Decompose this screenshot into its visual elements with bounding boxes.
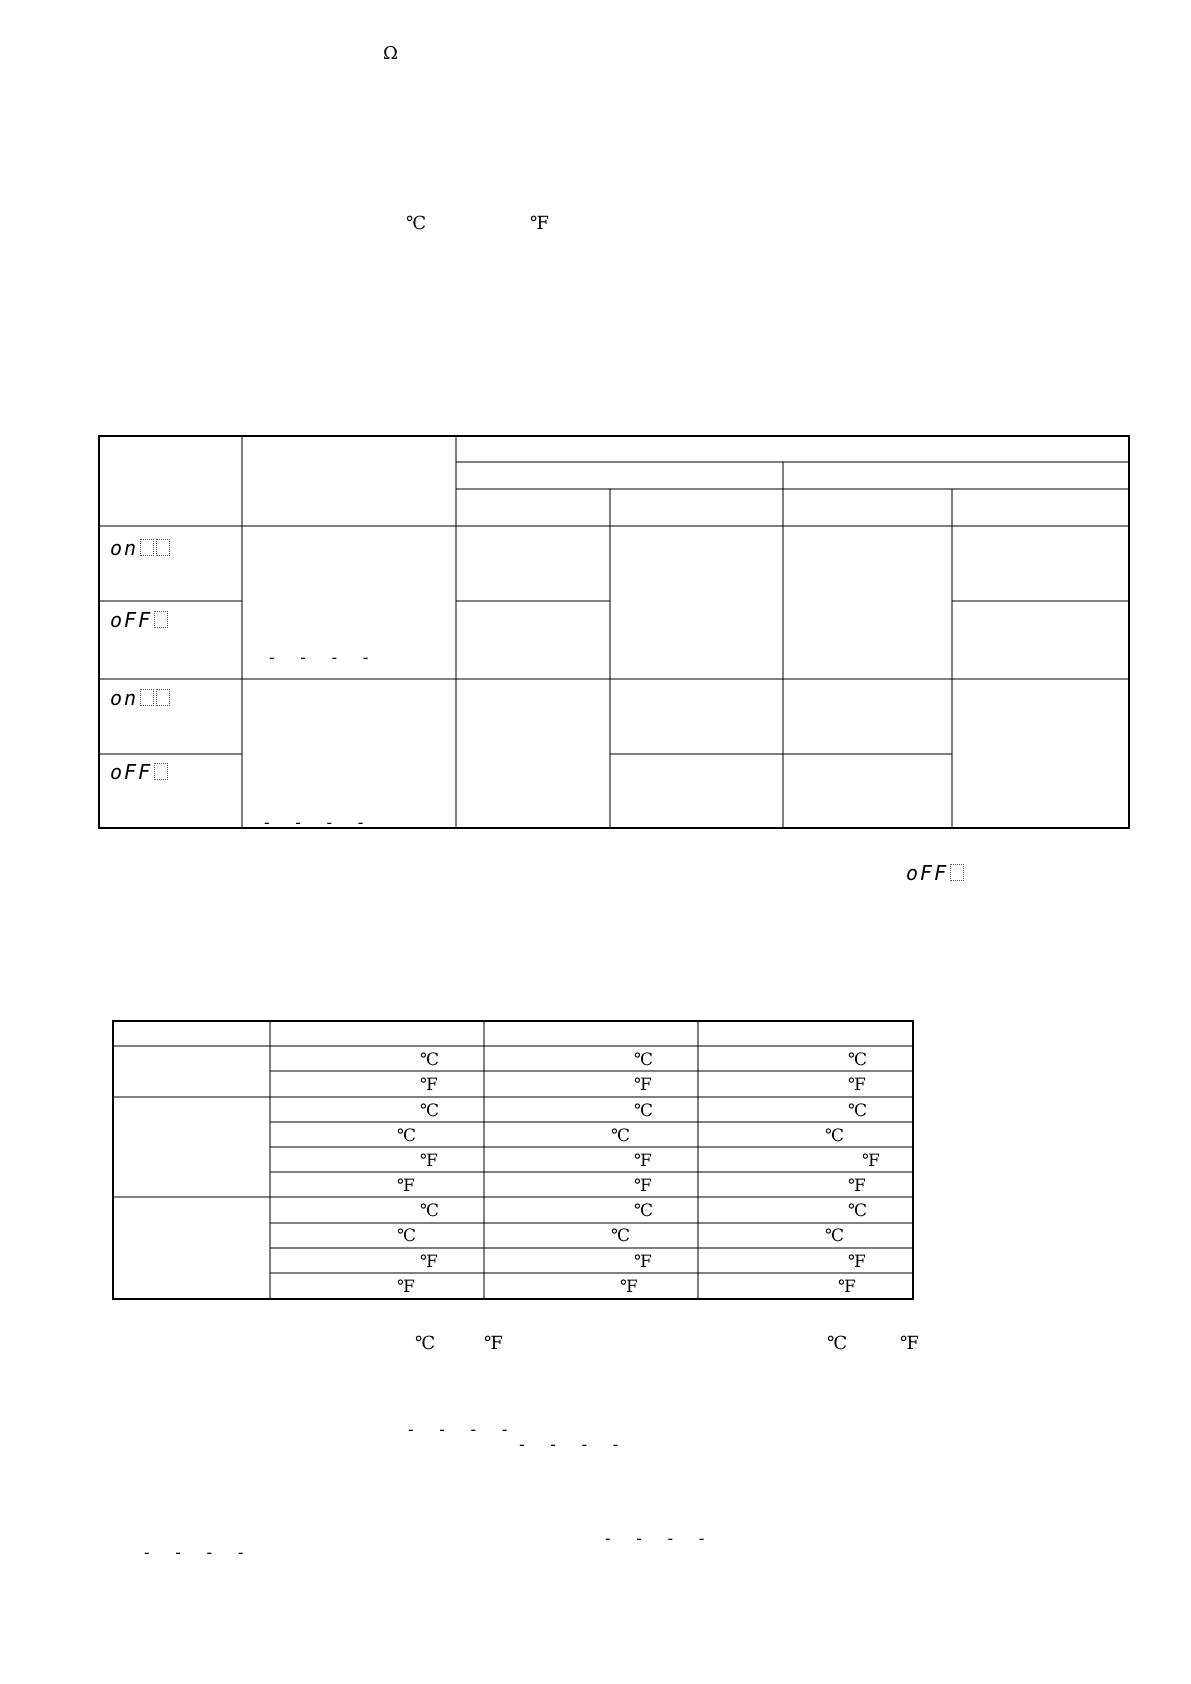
unit-f: ℉ xyxy=(634,1176,652,1196)
note-fahrenheit-2: ℉ xyxy=(900,1333,919,1354)
note-celsius-2: ℃ xyxy=(827,1333,848,1354)
unit-f: ℉ xyxy=(634,1151,652,1171)
unit-c: ℃ xyxy=(420,1201,440,1221)
unit-c: ℃ xyxy=(848,1201,868,1221)
unit-c: ℃ xyxy=(634,1050,654,1070)
unit-c: ℃ xyxy=(420,1101,440,1121)
unit-f: ℉ xyxy=(397,1277,415,1297)
lcd-off-1: oFF xyxy=(110,609,168,631)
unit-c: ℃ xyxy=(848,1101,868,1121)
unit-c: ℃ xyxy=(634,1101,654,1121)
unit-c: ℃ xyxy=(825,1226,845,1246)
lcd-off-note: oFF xyxy=(906,862,964,884)
unit-c: ℃ xyxy=(420,1050,440,1070)
lcd-on-2: on xyxy=(110,687,170,709)
unit-f: ℉ xyxy=(848,1075,866,1095)
unit-c: ℃ xyxy=(611,1126,631,1146)
unit-f: ℉ xyxy=(634,1075,652,1095)
dashes-text-1: - - - - xyxy=(406,1420,516,1439)
unit-c: ℃ xyxy=(634,1201,654,1221)
unit-f: ℉ xyxy=(838,1277,856,1297)
note-celsius-1: ℃ xyxy=(415,1333,436,1354)
dashes-table-2: - - - - xyxy=(262,813,372,832)
unit-f: ℉ xyxy=(620,1277,638,1297)
ohm-symbol: Ω xyxy=(383,43,398,64)
unit-f: ℉ xyxy=(862,1151,880,1171)
unit-f: ℉ xyxy=(634,1252,652,1272)
unit-f: ℉ xyxy=(420,1252,438,1272)
unit-f: ℉ xyxy=(848,1176,866,1196)
dashes-text-2: - - - - xyxy=(517,1435,627,1454)
fahrenheit-symbol: ℉ xyxy=(530,213,549,234)
unit-f: ℉ xyxy=(848,1252,866,1272)
note-fahrenheit-1: ℉ xyxy=(484,1333,503,1354)
dashes-table-1: - - - - xyxy=(267,648,377,667)
unit-c: ℃ xyxy=(611,1226,631,1246)
unit-c: ℃ xyxy=(397,1126,417,1146)
dashes-text-4: - - - - xyxy=(603,1529,713,1548)
lcd-off-2: oFF xyxy=(110,761,168,783)
unit-f: ℉ xyxy=(420,1151,438,1171)
unit-c: ℃ xyxy=(825,1126,845,1146)
celsius-symbol: ℃ xyxy=(406,213,427,234)
unit-c: ℃ xyxy=(397,1226,417,1246)
unit-f: ℉ xyxy=(420,1075,438,1095)
lcd-on-1: on xyxy=(110,537,170,559)
unit-f: ℉ xyxy=(397,1176,415,1196)
dashes-text-3: - - - - xyxy=(142,1543,252,1562)
unit-c: ℃ xyxy=(848,1050,868,1070)
